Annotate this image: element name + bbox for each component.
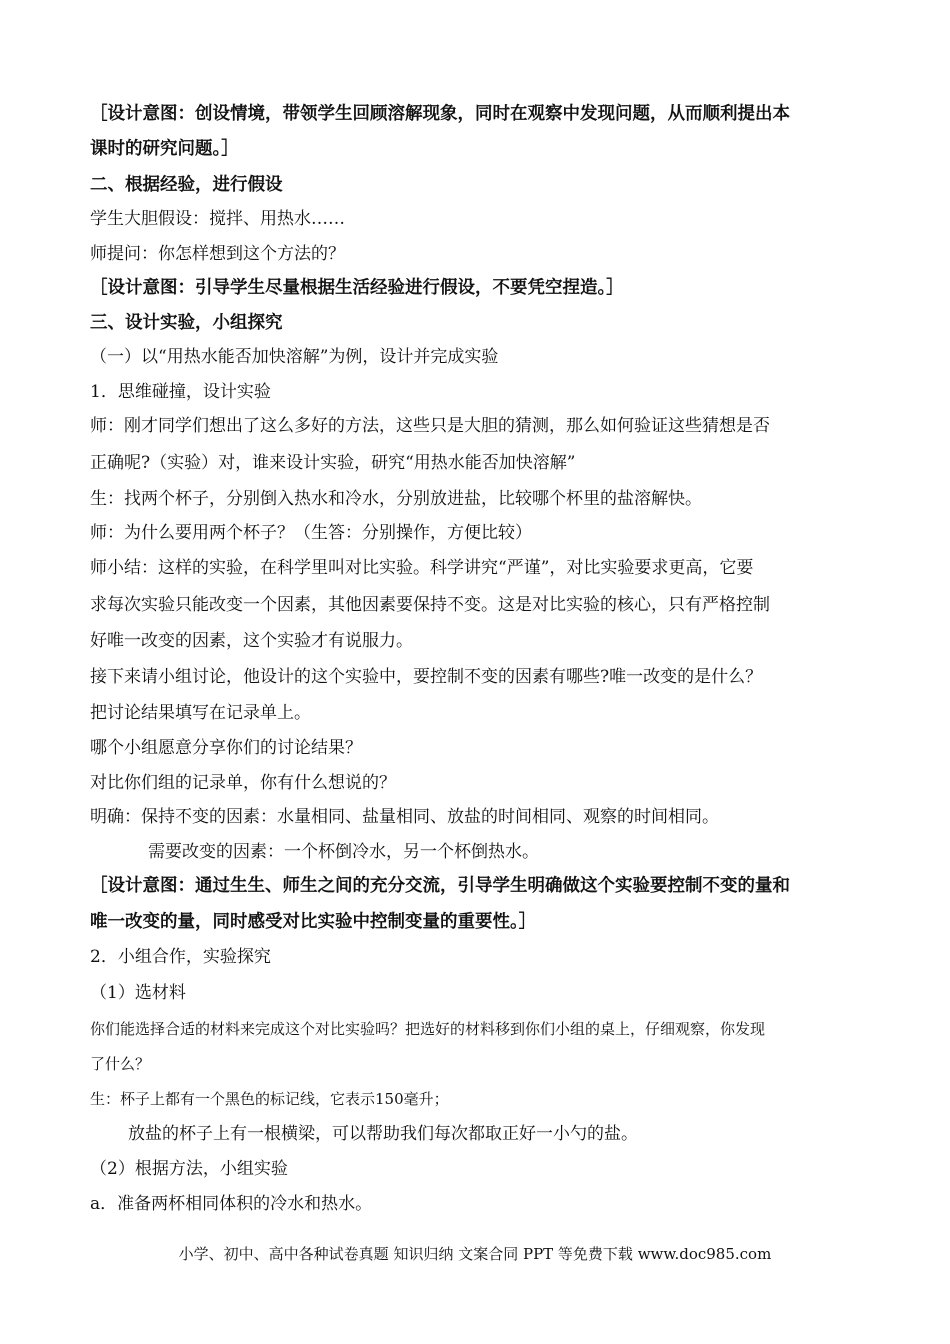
paragraph-summary-line-3: 好唯一改变的因素，这个实验才有说服力。: [90, 631, 413, 651]
design-intent-1-line-2: 课时的研究问题。］: [90, 139, 239, 159]
paragraph-materials-line-2: 了什么？: [90, 1055, 151, 1073]
paragraph-student-2-line-2: 放盐的杯子上有一根横梁，可以帮助我们每次都取正好一小勺的盐。: [128, 1124, 638, 1144]
paragraph-teacher-1-line-2: 正确呢?（实验）对，谁来设计实验，研究“用热水能否加快溶解”: [90, 453, 576, 473]
paragraph-discussion-line-2: 把讨论结果填写在记录单上。: [90, 703, 311, 723]
substep-heading-2: （2）根据方法，小组实验: [90, 1159, 288, 1179]
substep-heading-1: （1）选材料: [90, 983, 186, 1003]
section-heading-3: 三、设计实验，小组探究: [90, 313, 283, 333]
design-intent-1-line-1: ［设计意图：创设情境，带领学生回顾溶解现象，同时在观察中发现问题，从而顺利提出本: [90, 104, 790, 124]
paragraph-student-2-line-1: 生：杯子上都有一个黑色的标记线，它表示150毫升；: [90, 1090, 449, 1108]
paragraph-teacher-2: 师：为什么要用两个杯子？（生答：分别操作，方便比较）: [90, 523, 532, 543]
step-heading-1: 1．思维碰撞，设计实验: [90, 382, 271, 402]
paragraph-hypothesis: 学生大胆假设：搅拌、用热水……: [90, 209, 345, 229]
step-heading-2: 2．小组合作，实验探究: [90, 947, 271, 967]
design-intent-3-line-2: 唯一改变的量，同时感受对比实验中控制变量的重要性。］: [90, 912, 537, 932]
paragraph-materials-line-1: 你们能选择合适的材料来完成这个对比实验吗？把选好的材料移到你们小组的桌上，仔细观察，你发现: [90, 1020, 766, 1038]
paragraph-clarify-constant: 明确：保持不变的因素：水量相同、盐量相同、放盐的时间相同、观察的时间相同。: [90, 807, 719, 827]
paragraph-summary-line-2: 求每次实验只能改变一个因素，其他因素要保持不变。这是对比实验的核心，只有严格控制: [90, 595, 770, 615]
design-intent-2: ［设计意图：引导学生尽量根据生活经验进行假设，不要凭空捏造。］: [90, 278, 624, 298]
paragraph-clarify-variable: 需要改变的因素：一个杯倒冷水，另一个杯倒热水。: [148, 842, 539, 862]
design-intent-3-line-1: ［设计意图：通过生生、师生之间的充分交流，引导学生明确做这个实验要控制不变的量和: [90, 876, 790, 896]
section-heading-2: 二、根据经验，进行假设: [90, 175, 283, 195]
paragraph-teacher-question: 师提问：你怎样想到这个方法的？: [90, 244, 345, 264]
paragraph-discussion-line-1: 接下来请小组讨论，他设计的这个实验中，要控制不变的因素有哪些?唯一改变的是什么？: [90, 667, 763, 687]
page-footer: 小学、初中、高中各种试卷真题 知识归纳 文案合同 PPT 等免费下载 www.doc985.com: [178, 1245, 772, 1263]
paragraph-compare: 对比你们组的记录单，你有什么想说的？: [90, 773, 396, 793]
paragraph-student-1: 生：找两个杯子，分别倒入热水和冷水，分别放进盐，比较哪个杯里的盐溶解快。: [90, 489, 702, 509]
paragraph-share: 哪个小组愿意分享你们的讨论结果？: [90, 738, 362, 758]
paragraph-teacher-1-line-1: 师：刚才同学们想出了这么多好的方法，这些只是大胆的猜测，那么如何验证这些猜想是否: [90, 416, 770, 436]
subsection-heading-1: （一）以“用热水能否加快溶解”为例，设计并完成实验: [90, 347, 499, 367]
paragraph-summary-line-1: 师小结：这样的实验，在科学里叫对比实验。科学讲究“严谨”，对比实验要求更高，它要: [90, 558, 754, 578]
substep-item-a: a．准备两杯相同体积的冷水和热水。: [90, 1194, 373, 1214]
